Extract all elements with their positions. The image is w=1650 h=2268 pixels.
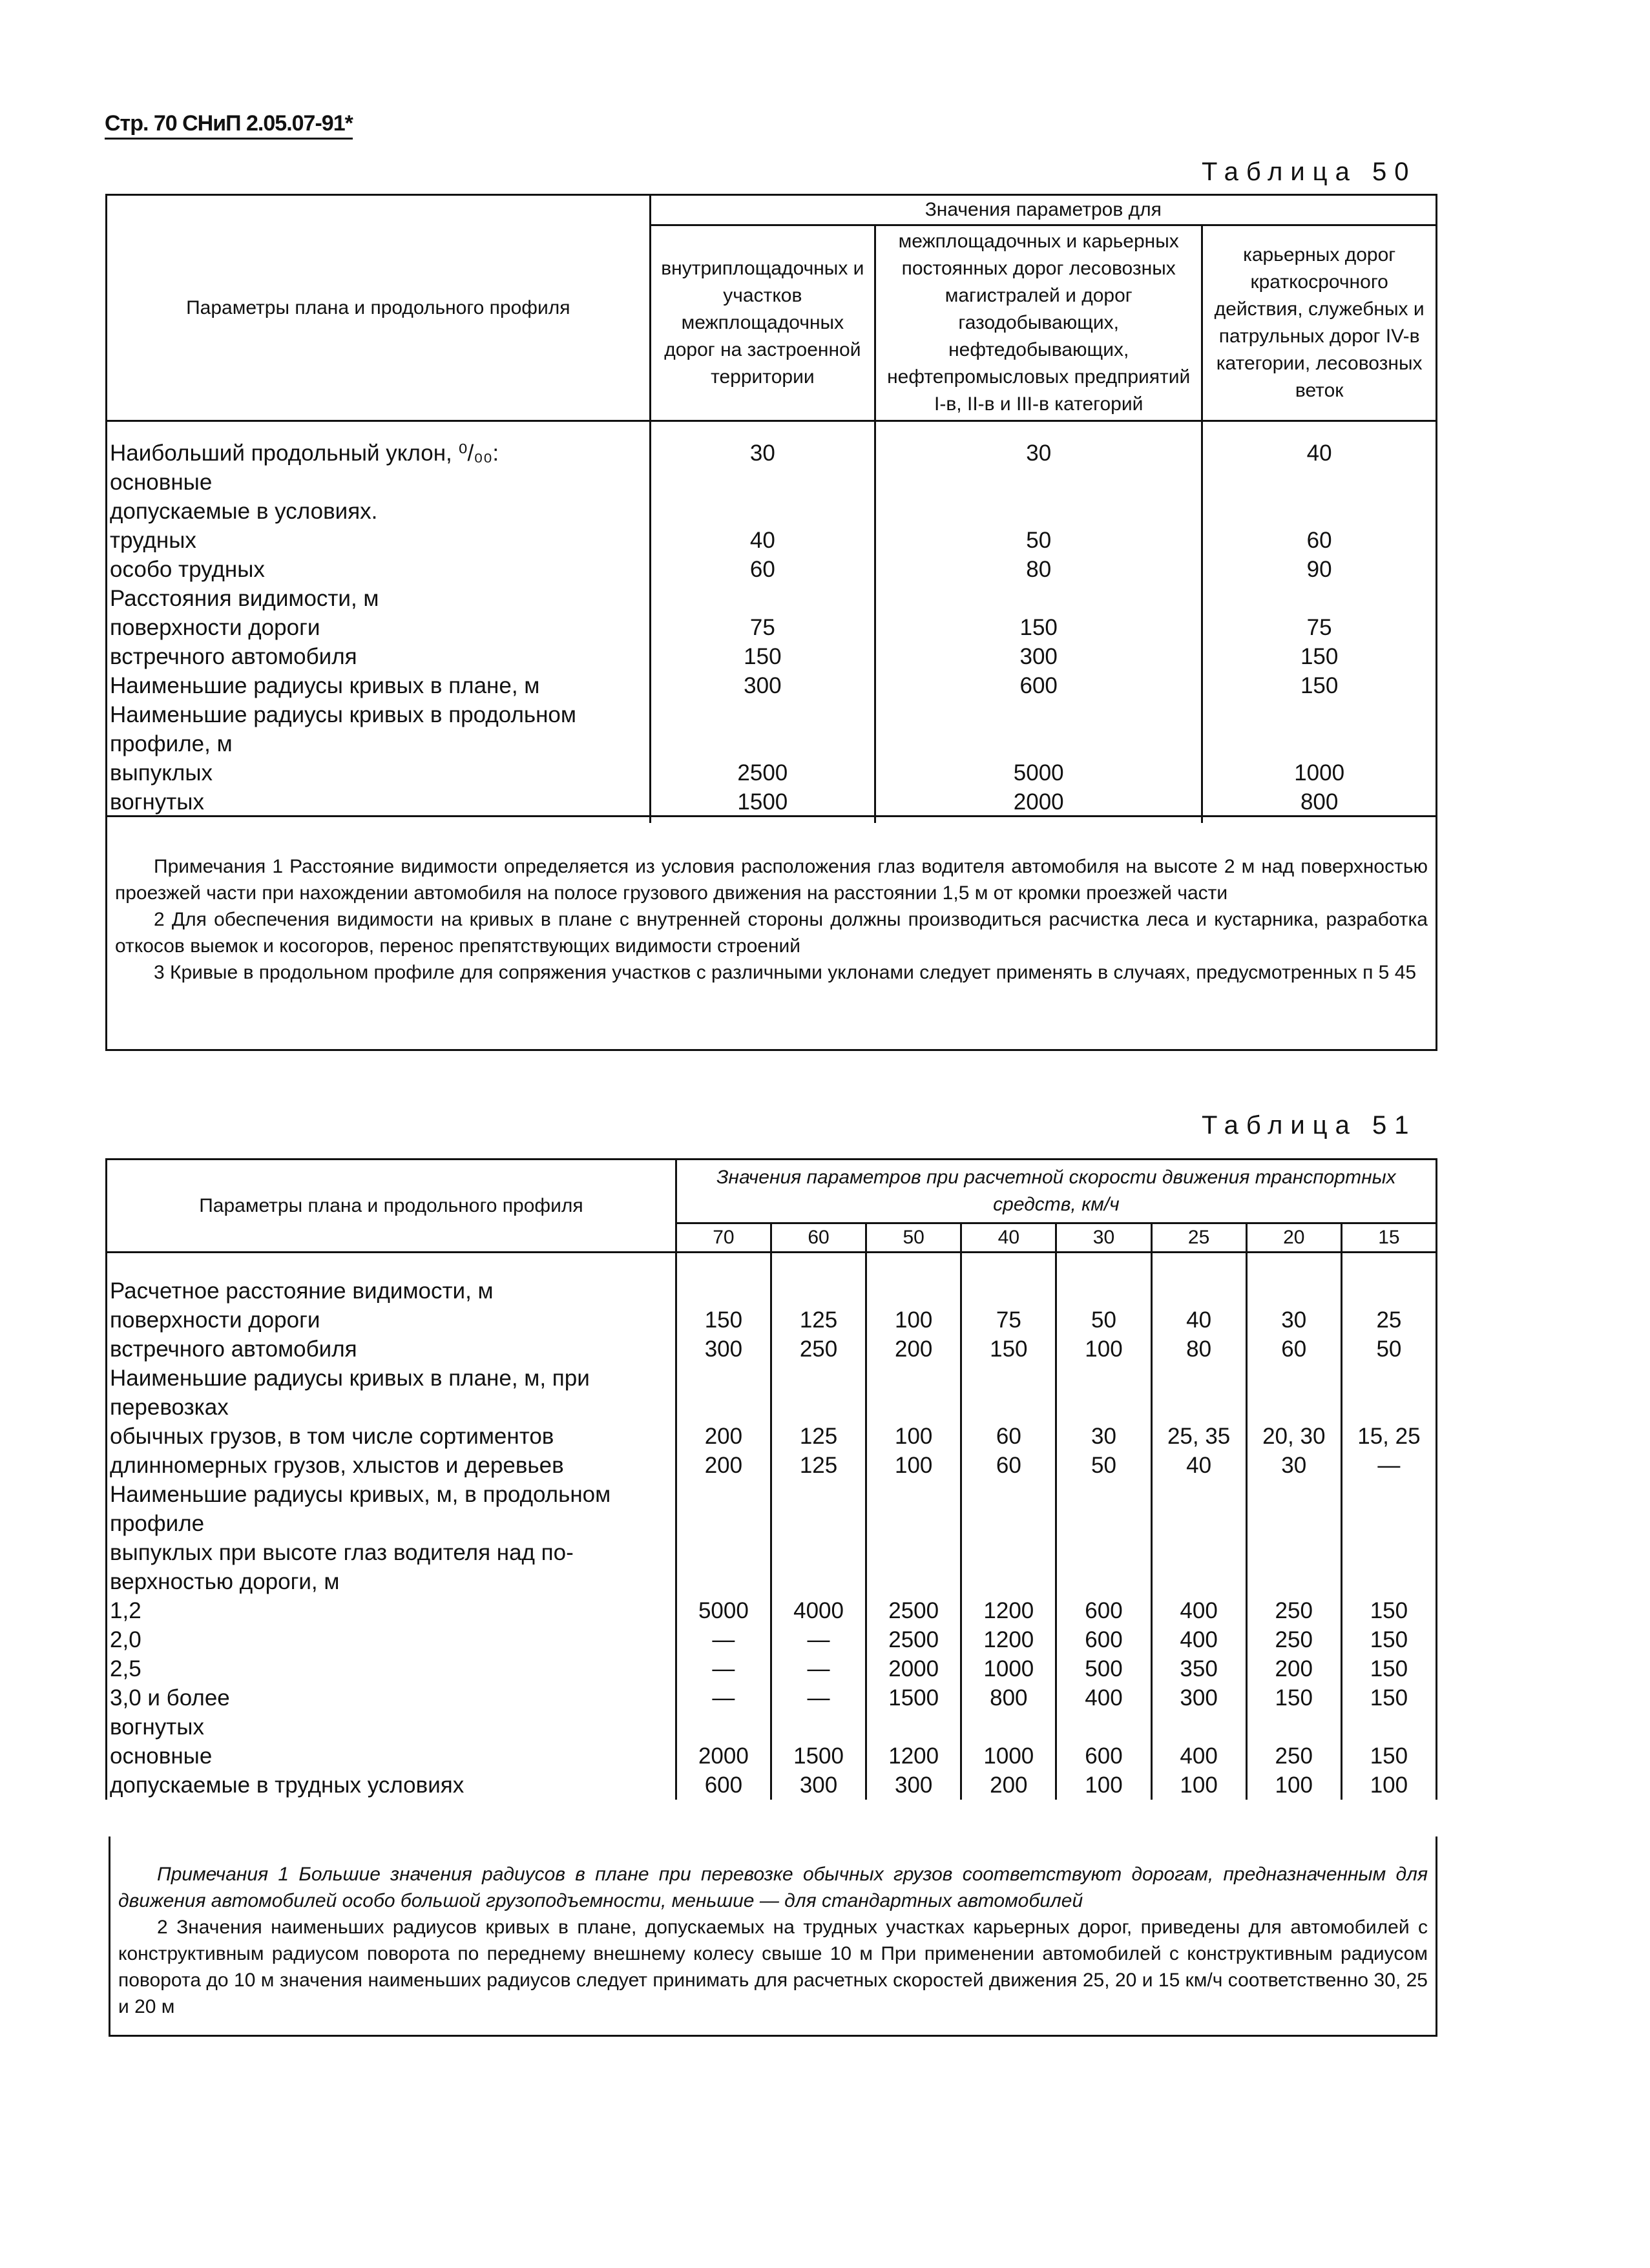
value-cell: [875, 729, 1202, 758]
value-cell: 125: [771, 1422, 866, 1451]
value-cell: 50: [1056, 1451, 1151, 1480]
value-cell: [1056, 1393, 1151, 1422]
row-label: допускаемые в условиях.: [110, 499, 378, 524]
value-cell: [1246, 1712, 1341, 1742]
value-cell: [1246, 1480, 1341, 1509]
table-row: [107, 1567, 1437, 1596]
value-cell: [1246, 1364, 1341, 1393]
value-cell: 40: [1151, 1306, 1246, 1335]
value-cell: 60: [1202, 526, 1437, 555]
value-cell: [961, 1712, 1056, 1742]
value-cell: 150: [875, 613, 1202, 642]
table-51-param-header: Параметры плана и продольного профиля: [107, 1160, 676, 1253]
value-cell: 250: [1246, 1625, 1341, 1654]
value-cell: [676, 1393, 771, 1422]
value-cell: 600: [875, 671, 1202, 700]
value-cell: 30: [650, 421, 875, 468]
value-cell: 400: [1151, 1625, 1246, 1654]
row-label: длинномерных грузов, хлыстов и деревьев: [110, 1453, 564, 1478]
value-cell: [650, 468, 875, 497]
row-label: основные: [110, 470, 213, 495]
row-label: особо трудных: [110, 557, 265, 582]
value-cell: 60: [650, 555, 875, 584]
value-cell: [1341, 1712, 1436, 1742]
value-cell: 1200: [961, 1596, 1056, 1625]
value-cell: [961, 1364, 1056, 1393]
table-row: [107, 1771, 1437, 1800]
value-cell: 300: [650, 671, 875, 700]
row-label: основные: [110, 1743, 213, 1769]
row-label: поверхности дороги: [110, 615, 320, 640]
table-row: [107, 1335, 1437, 1364]
value-cell: —: [771, 1683, 866, 1712]
value-cell: 400: [1056, 1683, 1151, 1712]
value-cell: [866, 1480, 961, 1509]
value-cell: [866, 1253, 961, 1306]
table-50-body: [107, 421, 1437, 824]
value-cell: 150: [676, 1306, 771, 1335]
value-cell: 150: [1202, 642, 1437, 671]
row-label: трудных: [110, 528, 196, 553]
value-cell: 250: [771, 1335, 866, 1364]
value-cell: 150: [1341, 1683, 1436, 1712]
table-row: [107, 468, 1437, 497]
value-cell: 300: [676, 1335, 771, 1364]
value-cell: [676, 1480, 771, 1509]
row-label: 1,2: [110, 1598, 141, 1623]
row-label: Наименьшие радиусы кривых, м, в продольном: [110, 1482, 611, 1507]
value-cell: [1151, 1393, 1246, 1422]
value-cell: [676, 1364, 771, 1393]
value-cell: 150: [650, 642, 875, 671]
value-cell: [650, 497, 875, 526]
value-cell: [1056, 1253, 1151, 1306]
value-cell: [1151, 1364, 1246, 1393]
row-label: обычных грузов, в том числе сортиментов: [110, 1424, 554, 1449]
value-cell: [1341, 1567, 1436, 1596]
value-cell: 100: [866, 1422, 961, 1451]
value-cell: 20, 30: [1246, 1422, 1341, 1451]
value-cell: 90: [1202, 555, 1437, 584]
table-row: [107, 1480, 1437, 1509]
value-cell: 100: [1056, 1771, 1151, 1800]
row-label: перевозках: [110, 1395, 229, 1420]
speed-header: 20: [1246, 1223, 1341, 1253]
table-50: [105, 194, 1437, 823]
value-cell: 2500: [866, 1596, 961, 1625]
speed-header: 25: [1151, 1223, 1246, 1253]
table-50-caption: Таблица 50: [1202, 158, 1417, 186]
value-cell: 150: [1246, 1683, 1341, 1712]
value-cell: 75: [1202, 613, 1437, 642]
value-cell: 75: [650, 613, 875, 642]
value-cell: 40: [1151, 1451, 1246, 1480]
table-row: [107, 1509, 1437, 1538]
value-cell: 50: [1341, 1335, 1436, 1364]
table-row: [107, 421, 1437, 468]
value-cell: 2500: [866, 1625, 961, 1654]
value-cell: [1341, 1509, 1436, 1538]
table-row: [107, 729, 1437, 758]
note: Примечания 1 Расстояние видимости определяется из условия расположения глаз водителя автомобиля на высоте 2 м над поверхностью проезжей части при нахождении автомобиля на полосе грузового движения на расстоянии 1,5 м от кромки проезжей части: [115, 856, 1428, 904]
value-cell: 50: [875, 526, 1202, 555]
table-row: [107, 555, 1437, 584]
table-row: [107, 642, 1437, 671]
value-cell: 400: [1151, 1742, 1246, 1771]
value-cell: [1151, 1712, 1246, 1742]
value-cell: 800: [1202, 787, 1437, 823]
value-cell: 400: [1151, 1596, 1246, 1625]
row-label: профиле, м: [110, 731, 233, 756]
table-row: [107, 1654, 1437, 1683]
value-cell: [961, 1253, 1056, 1306]
value-cell: 1500: [650, 787, 875, 823]
value-cell: [1151, 1480, 1246, 1509]
value-cell: 200: [676, 1422, 771, 1451]
value-cell: [1202, 468, 1437, 497]
speed-header: 50: [866, 1223, 961, 1253]
value-cell: 5000: [676, 1596, 771, 1625]
value-cell: [1151, 1509, 1246, 1538]
value-cell: 200: [866, 1335, 961, 1364]
row-label: профиле: [110, 1511, 205, 1536]
value-cell: [1056, 1509, 1151, 1538]
value-cell: 125: [771, 1451, 866, 1480]
row-label: встречного автомобиля: [110, 1337, 357, 1362]
row-label: выпуклых: [110, 760, 213, 785]
value-cell: 300: [866, 1771, 961, 1800]
speed-header: 60: [771, 1223, 866, 1253]
value-cell: 125: [771, 1306, 866, 1335]
value-cell: [650, 729, 875, 758]
page-header: Стр. 70 СНиП 2.05.07-91*: [105, 111, 353, 140]
table-51-notes: [109, 1836, 1437, 2037]
table-row: [107, 497, 1437, 526]
value-cell: [866, 1393, 961, 1422]
table-51-body: [107, 1253, 1437, 1800]
value-cell: [875, 468, 1202, 497]
value-cell: [1341, 1393, 1436, 1422]
value-cell: [961, 1538, 1056, 1567]
note: Примечания 1 Большие значения радиусов в плане при перевозке обычных грузов соответствуют дорогам, предназначенным для движения автомобилей особо большой грузоподъемности, меньшие — для стандартных автомобилей: [118, 1864, 1428, 1911]
value-cell: [1151, 1567, 1246, 1596]
table-row: [107, 1538, 1437, 1567]
value-cell: 600: [1056, 1596, 1151, 1625]
value-cell: 5000: [875, 758, 1202, 787]
value-cell: 250: [1246, 1742, 1341, 1771]
value-cell: 150: [1341, 1625, 1436, 1654]
value-cell: [1202, 497, 1437, 526]
row-label: Расстояния видимости, м: [110, 586, 379, 611]
value-cell: [866, 1364, 961, 1393]
row-label: встречного автомобиля: [110, 644, 357, 669]
value-cell: 1000: [1202, 758, 1437, 787]
speed-header: 70: [676, 1223, 771, 1253]
value-cell: [676, 1509, 771, 1538]
value-cell: [771, 1567, 866, 1596]
value-cell: [1341, 1253, 1436, 1306]
row-label: вогнутых: [110, 789, 204, 815]
value-cell: [1056, 1712, 1151, 1742]
row-label: поверхности дороги: [110, 1307, 320, 1333]
value-cell: 2000: [866, 1654, 961, 1683]
value-cell: [1056, 1364, 1151, 1393]
value-cell: [866, 1509, 961, 1538]
value-cell: [1246, 1538, 1341, 1567]
value-cell: [1246, 1567, 1341, 1596]
row-label: верхностью дороги, м: [110, 1569, 340, 1594]
value-cell: [961, 1509, 1056, 1538]
value-cell: [1202, 729, 1437, 758]
table-50-col-header: карьерных дорог краткосрочного действия, служебных и патрульных дорог IV-в категории, лесовозных веток: [1202, 225, 1437, 421]
value-cell: [1151, 1538, 1246, 1567]
value-cell: [866, 1712, 961, 1742]
table-row: [107, 526, 1437, 555]
value-cell: 100: [1341, 1771, 1436, 1800]
value-cell: —: [676, 1654, 771, 1683]
value-cell: [961, 1393, 1056, 1422]
value-cell: [771, 1538, 866, 1567]
table-51-caption: Таблица 51: [1202, 1111, 1417, 1139]
row-label: 3,0 и более: [110, 1685, 230, 1711]
table-row: [107, 700, 1437, 729]
value-cell: —: [1341, 1451, 1436, 1480]
value-cell: [961, 1480, 1056, 1509]
value-cell: [961, 1567, 1056, 1596]
value-cell: [875, 700, 1202, 729]
value-cell: 300: [771, 1771, 866, 1800]
value-cell: 100: [866, 1451, 961, 1480]
value-cell: [771, 1509, 866, 1538]
table-51: [105, 1158, 1437, 1800]
value-cell: 4000: [771, 1596, 866, 1625]
value-cell: [866, 1567, 961, 1596]
value-cell: 75: [961, 1306, 1056, 1335]
table-50-param-header: Параметры плана и продольного профиля: [107, 195, 651, 421]
row-label: 2,5: [110, 1656, 141, 1681]
value-cell: 2000: [676, 1742, 771, 1771]
value-cell: 40: [1202, 421, 1437, 468]
table-row: [107, 1306, 1437, 1335]
value-cell: 80: [1151, 1335, 1246, 1364]
value-cell: 1500: [866, 1683, 961, 1712]
value-cell: 30: [1246, 1306, 1341, 1335]
value-cell: [650, 700, 875, 729]
row-label: допускаемые в трудных условиях: [110, 1773, 465, 1798]
value-cell: 30: [1056, 1422, 1151, 1451]
value-cell: 50: [1056, 1306, 1151, 1335]
value-cell: 80: [875, 555, 1202, 584]
note: 2 Значения наименьших радиусов кривых в плане, допускаемых на трудных участках карьерных дорог, приведены для автомобилей с конструктивным радиусом поворота по переднему внешнему колесу свыше 10 м При применении автомобилей с конструктивным радиусом поворота до 10 м значения наименьших радиусов следует принимать для расчетных скоростей движения 25, 20 и 15 км/ч соответственно 30, 25 и 20 м: [118, 1917, 1428, 2017]
value-cell: 600: [1056, 1625, 1151, 1654]
value-cell: [1202, 700, 1437, 729]
row-label: 2,0: [110, 1627, 141, 1652]
value-cell: 200: [676, 1451, 771, 1480]
row-label: выпуклых при высоте глаз водителя над по-: [110, 1540, 574, 1565]
value-cell: 300: [875, 642, 1202, 671]
value-cell: [676, 1253, 771, 1306]
value-cell: 15, 25: [1341, 1422, 1436, 1451]
value-cell: 25, 35: [1151, 1422, 1246, 1451]
value-cell: 600: [1056, 1742, 1151, 1771]
value-cell: [866, 1538, 961, 1567]
value-cell: [676, 1567, 771, 1596]
value-cell: 200: [961, 1771, 1056, 1800]
table-50-notes: [105, 815, 1437, 1051]
value-cell: 1200: [866, 1742, 961, 1771]
value-cell: [1056, 1480, 1151, 1509]
value-cell: [771, 1364, 866, 1393]
value-cell: [676, 1712, 771, 1742]
value-cell: 800: [961, 1683, 1056, 1712]
table-50-col-header: межплощадочных и карьерных постоянных дорог лесовозных магистралей и дорог газодобывающих, нефтедобывающих, нефтепромысловых предприятий I-в, II-в и III-в категорий: [875, 225, 1202, 421]
value-cell: 600: [676, 1771, 771, 1800]
speed-header: 40: [961, 1223, 1056, 1253]
table-50-group-header: Значения параметров для: [650, 195, 1436, 225]
value-cell: 60: [1246, 1335, 1341, 1364]
table-row: [107, 1712, 1437, 1742]
value-cell: [1056, 1567, 1151, 1596]
table-row: [107, 1742, 1437, 1771]
value-cell: 30: [1246, 1451, 1341, 1480]
table-row: [107, 1683, 1437, 1712]
value-cell: 200: [1246, 1654, 1341, 1683]
table-row: [107, 613, 1437, 642]
value-cell: [771, 1712, 866, 1742]
value-cell: [1202, 584, 1437, 613]
value-cell: [1341, 1480, 1436, 1509]
speed-header: 15: [1341, 1223, 1436, 1253]
value-cell: [1246, 1509, 1341, 1538]
row-label: Наибольший продольный уклон, ⁰/₀₀:: [110, 441, 499, 466]
value-cell: 300: [1151, 1683, 1246, 1712]
value-cell: 350: [1151, 1654, 1246, 1683]
table-row: [107, 758, 1437, 787]
table-row: [107, 1625, 1437, 1654]
row-label: Наименьшие радиусы кривых в плане, м: [110, 673, 540, 698]
value-cell: [1246, 1253, 1341, 1306]
value-cell: [875, 584, 1202, 613]
value-cell: 500: [1056, 1654, 1151, 1683]
note: 3 Кривые в продольном профиле для сопряжения участков с различными уклонами следует применять в случаях, предусмотренных п 5 45: [154, 962, 1417, 983]
value-cell: —: [771, 1625, 866, 1654]
value-cell: 2000: [875, 787, 1202, 823]
value-cell: [1151, 1253, 1246, 1306]
note: 2 Для обеспечения видимости на кривых в плане с внутренней стороны должны производиться расчистка леса и кустарника, разработка откосов выемок и косогоров, перенос препятствующих видимости строений: [115, 909, 1428, 957]
table-row: [107, 1422, 1437, 1451]
value-cell: —: [676, 1683, 771, 1712]
value-cell: 1000: [961, 1742, 1056, 1771]
table-row: [107, 1451, 1437, 1480]
value-cell: 100: [1151, 1771, 1246, 1800]
value-cell: 40: [650, 526, 875, 555]
value-cell: 1500: [771, 1742, 866, 1771]
value-cell: 100: [866, 1306, 961, 1335]
row-label: Наименьшие радиусы кривых в плане, м, при: [110, 1366, 590, 1391]
row-label: Расчетное расстояние видимости, м: [110, 1278, 494, 1304]
table-row: [107, 1393, 1437, 1422]
value-cell: [1056, 1538, 1151, 1567]
value-cell: 250: [1246, 1596, 1341, 1625]
value-cell: 150: [1341, 1654, 1436, 1683]
speed-header: 30: [1056, 1223, 1151, 1253]
value-cell: 1200: [961, 1625, 1056, 1654]
table-row: [107, 1596, 1437, 1625]
value-cell: 100: [1246, 1771, 1341, 1800]
value-cell: 60: [961, 1422, 1056, 1451]
value-cell: 25: [1341, 1306, 1436, 1335]
value-cell: 150: [961, 1335, 1056, 1364]
value-cell: [1341, 1538, 1436, 1567]
value-cell: [771, 1480, 866, 1509]
value-cell: [676, 1538, 771, 1567]
value-cell: [1341, 1364, 1436, 1393]
value-cell: [875, 497, 1202, 526]
value-cell: 1000: [961, 1654, 1056, 1683]
value-cell: [1246, 1393, 1341, 1422]
value-cell: [650, 584, 875, 613]
value-cell: 2500: [650, 758, 875, 787]
table-51-group-header: Значения параметров при расчетной скорости движения транспортных средств, км/ч: [676, 1160, 1436, 1223]
table-row: [107, 1364, 1437, 1393]
value-cell: [771, 1393, 866, 1422]
value-cell: [771, 1253, 866, 1306]
table-50-col-header: внутриплощадочных и участков межплощадочных дорог на застроенной территории: [650, 225, 875, 421]
value-cell: 60: [961, 1451, 1056, 1480]
value-cell: —: [676, 1625, 771, 1654]
value-cell: —: [771, 1654, 866, 1683]
table-row: [107, 1253, 1437, 1306]
value-cell: 150: [1341, 1742, 1436, 1771]
table-row: [107, 671, 1437, 700]
table-row: [107, 584, 1437, 613]
value-cell: 100: [1056, 1335, 1151, 1364]
row-label: Наименьшие радиусы кривых в продольном: [110, 702, 576, 727]
value-cell: 30: [875, 421, 1202, 468]
value-cell: 150: [1202, 671, 1437, 700]
value-cell: 150: [1341, 1596, 1436, 1625]
row-label: вогнутых: [110, 1714, 204, 1740]
